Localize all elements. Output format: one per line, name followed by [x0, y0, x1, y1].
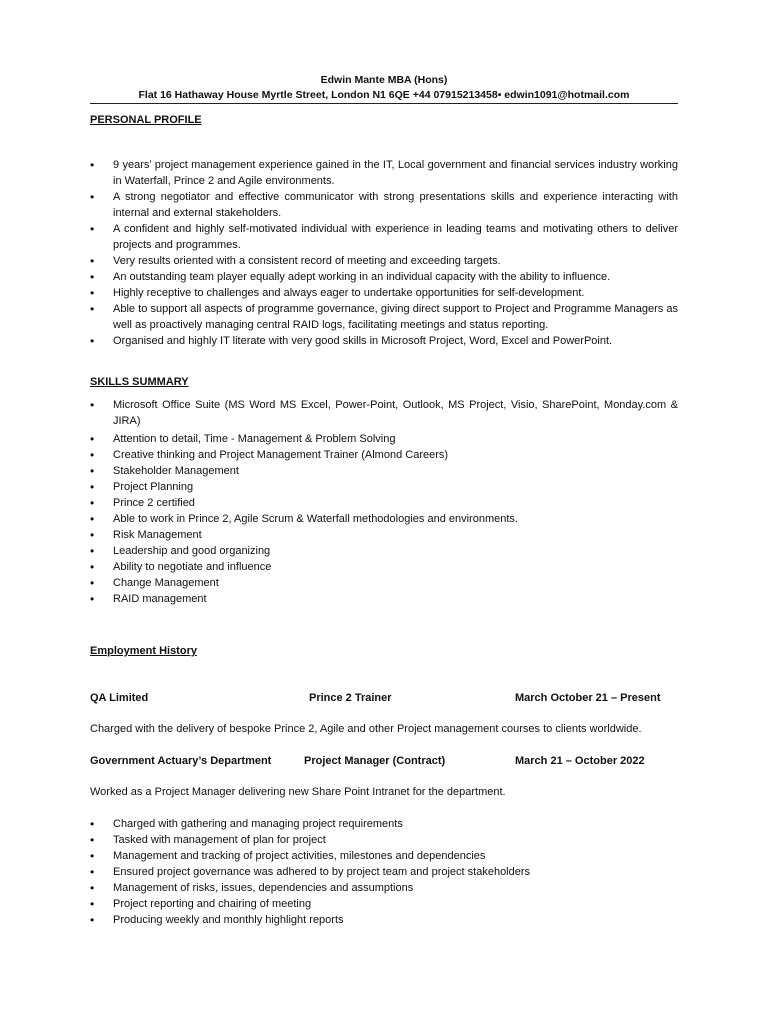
job-dates: March October 21 – Present [515, 692, 661, 704]
candidate-name: Edwin Mante MBA (Hons) [320, 74, 448, 86]
job-dates: March 21 – October 2022 [515, 755, 645, 767]
skills-list [90, 397, 678, 607]
duty-item: • Ensured project governance was adhered to by project team and project stakeholders [90, 864, 678, 880]
duties-list [90, 816, 678, 928]
skill-item: • Microsoft Office Suite (MS Word MS Excel, Power-Point, Outlook, MS Project, Visio, SharePoint, Monday.com & JIRA) [90, 397, 678, 429]
profile-item: • A strong negotiator and effective communicator with strong presentations skills and experience interacting with internal and external stakeholders. [90, 189, 678, 221]
skill-item: • Attention to detail, Time - Management & Problem Solving [90, 431, 678, 447]
job-title: Project Manager (Contract) [304, 755, 446, 767]
duty-item: • Project reporting and chairing of meeting [90, 896, 678, 912]
skills-summary-heading: SKILLS SUMMARY [90, 376, 189, 388]
profile-item: • 9 years’ project management experience gained in the IT, Local government and financial services industry working in Waterfall, Prince 2 and Agile environments. [90, 157, 678, 189]
duty-item: • Management of risks, issues, dependencies and assumptions [90, 880, 678, 896]
skill-item: • Project Planning [90, 479, 678, 495]
skill-item: • Stakeholder Management [90, 463, 678, 479]
profile-item: • Highly receptive to challenges and always eager to undertake opportunities for self-development. [90, 285, 678, 301]
profile-item: • Organised and highly IT literate with very good skills in Microsoft Project, Word, Excel and PowerPoint. [90, 333, 678, 349]
profile-item: • A confident and highly self-motivated individual with experience in leading teams and motivating others to deliver projects and programmes. [90, 221, 678, 253]
job-company: Government Actuary’s Department [90, 755, 272, 767]
profile-list [90, 157, 678, 349]
skill-item: • RAID management [90, 591, 678, 607]
duty-item: • Producing weekly and monthly highlight reports [90, 912, 678, 928]
skill-item: • Change Management [90, 575, 678, 591]
contact-details: Flat 16 Hathaway House Myrtle Street, London N1 6QE +44 07915213458• edwin1091@hotmail.com [138, 89, 630, 101]
profile-item: • An outstanding team player equally adept working in an individual capacity with the ability to influence. [90, 269, 678, 285]
duty-item: • Charged with gathering and managing project requirements [90, 816, 678, 832]
skill-item: • Ability to negotiate and influence [90, 559, 678, 575]
job-description: Worked as a Project Manager delivering new Share Point Intranet for the department. [90, 786, 506, 798]
skill-item: • Leadership and good organizing [90, 543, 678, 559]
job-company: QA Limited [90, 692, 149, 704]
duty-item: • Tasked with management of plan for project [90, 832, 678, 848]
employment-history-heading: Employment History [90, 645, 197, 657]
profile-item: • Very results oriented with a consistent record of meeting and exceeding targets. [90, 253, 678, 269]
skill-item: • Able to work in Prince 2, Agile Scrum & Waterfall methodologies and environments. [90, 511, 678, 527]
duty-item: • Management and tracking of project activities, milestones and dependencies [90, 848, 678, 864]
skill-item: • Risk Management [90, 527, 678, 543]
profile-item: • Able to support all aspects of programme governance, giving direct support to Project and Programme Managers as well as proactively managing central RAID logs, facilitating meetings and status reporting. [90, 301, 678, 333]
personal-profile-heading: PERSONAL PROFILE [90, 114, 202, 126]
skill-item: • Creative thinking and Project Management Trainer (Almond Careers) [90, 447, 678, 463]
header-divider [90, 103, 678, 104]
job-title: Prince 2 Trainer [309, 692, 392, 704]
skill-item: • Prince 2 certified [90, 495, 678, 511]
job-description: Charged with the delivery of bespoke Prince 2, Agile and other Project management courses to clients worldwide. [90, 723, 642, 735]
